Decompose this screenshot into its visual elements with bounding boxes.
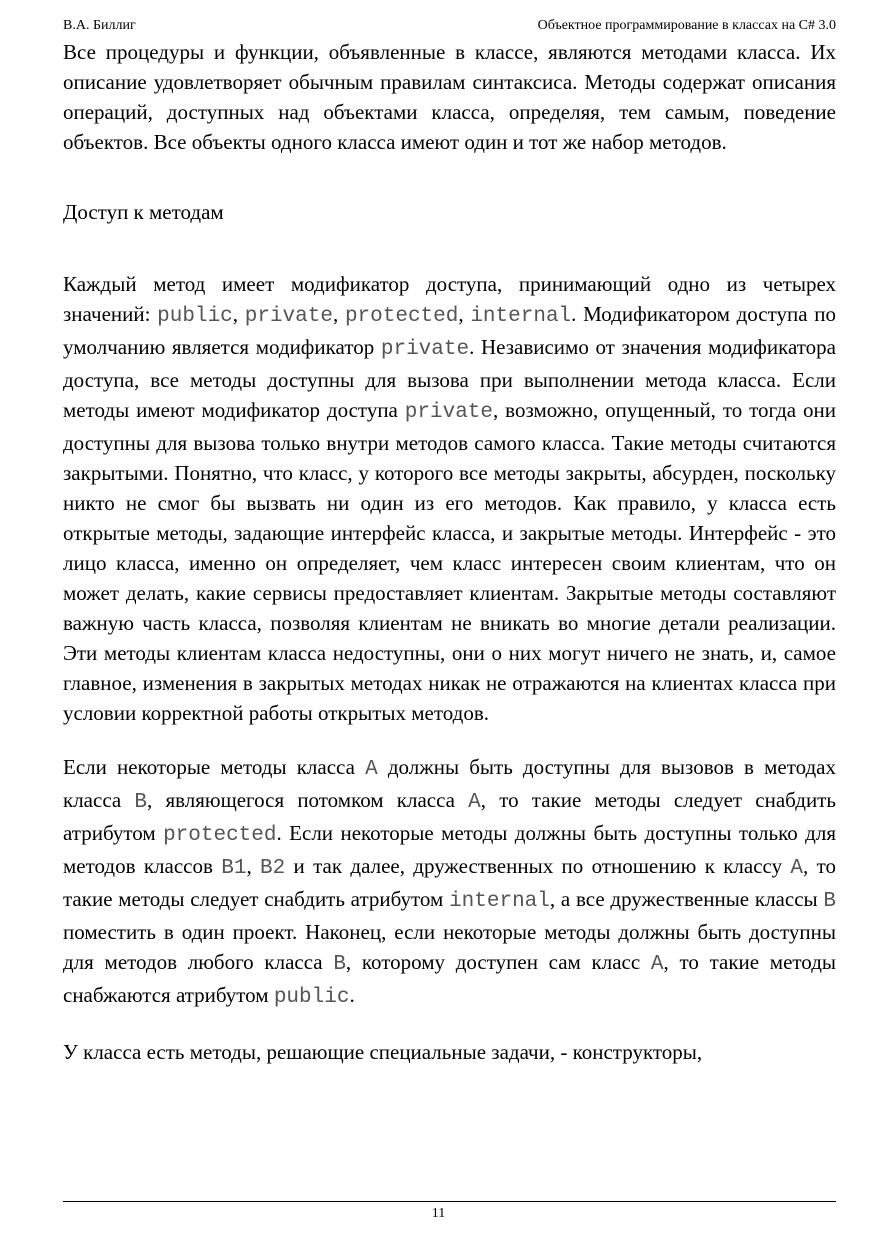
- text-run: ,: [458, 302, 471, 326]
- text-run: . Независимо от значения модификатора доступа, все методы доступны для вызова при выполнении метода класса. Если методы имеют модификатор доступа: [63, 335, 836, 422]
- text-run: поместить в один проект. Наконец, если некоторые методы должны быть доступны для методов любого класса: [63, 920, 836, 974]
- text-run: , возможно, опущенный, то тогда они доступны для вызова только внутри методов самого класса. Такие методы считаются закрытыми. Понятно, что класс, у которого все методы закрыты, абсурден, поскольку никто не смог бы вызвать ни один из его методов. Как правило, у класса есть открытые методы, задающие интерфейс класса, и закрытые методы. Интерфейс - это лицо класса, именно он определяет, чем класс интересен своим клиентам, что он может делать, какие сервисы предоставляет клиентам. Закрытые методы составляют важную часть класса, позволяя клиентам не вникать во многие детали реализации. Эти методы клиентам класса недоступны, они о них могут ничего не знать, и, самое главное, изменения в закрытых методах никак не отражаются на клиентах класса при условии корректной работы открытых методов.: [63, 398, 837, 725]
- text-run: ,: [232, 302, 245, 326]
- text-run: .: [349, 983, 355, 1007]
- text-run: , а все дружественные классы: [549, 887, 824, 911]
- section-heading: Доступ к методам: [63, 200, 224, 224]
- text-run: , то такие методы следует снабдить атрибутом: [63, 854, 837, 911]
- page-number: 11: [431, 1206, 446, 1221]
- code-class-a: A: [365, 758, 378, 781]
- code-public: public: [157, 305, 233, 328]
- text-run: ,: [332, 302, 345, 326]
- text-run: Каждый метод имеет модификатор доступа, принимающий одно из четырех значений:: [63, 272, 836, 326]
- paragraph-constructors: У класса есть методы, решающие специальные задачи, - конструкторы,: [63, 1040, 703, 1064]
- code-class-a: A: [650, 953, 664, 976]
- code-protected: protected: [344, 305, 459, 328]
- text-run: ,: [246, 854, 261, 878]
- text-run: , то такие методы следует снабдить атрибутом: [63, 788, 836, 845]
- paragraph-methods-intro: Все процедуры и функции, объявленные в классе, являются методами класса. Их описание удовлетворяет обычным правилам синтаксиса. Методы содержат описания операций, доступных над объектами класса, определяя, тем самым, поведение объектов. Все объекты одного класса имеют один и тот же набор методов.: [63, 40, 836, 154]
- page-header: [63, 17, 836, 35]
- code-class-a: A: [790, 857, 804, 880]
- paragraph-protected-internal: [63, 752, 836, 1013]
- text-run: и так далее, дружественных по отношению к классу: [285, 854, 791, 878]
- text-run: . Модификатором доступа по умолчанию является модификатор: [63, 302, 837, 359]
- code-class-b1: B1: [221, 857, 247, 880]
- code-class-b: B: [333, 953, 346, 976]
- code-protected: protected: [163, 824, 277, 847]
- text-run: . Если некоторые методы должны быть доступны только для методов классов: [63, 821, 836, 878]
- code-class-a: A: [468, 791, 481, 814]
- header-author: В.А. Биллиг: [63, 18, 136, 33]
- code-class-b: B: [823, 890, 836, 913]
- code-class-b: B: [134, 791, 148, 814]
- code-private: private: [244, 305, 333, 328]
- code-public: public: [273, 986, 350, 1009]
- text-run: Если некоторые методы класса: [63, 755, 366, 779]
- code-private: private: [380, 338, 470, 361]
- code-private: private: [404, 401, 494, 424]
- footer-divider: [63, 1201, 836, 1202]
- code-class-b2: B2: [260, 857, 286, 880]
- paragraph-access-modifiers: [63, 269, 836, 728]
- header-book-title: Объектное программирование в классах на C# 3.0: [537, 18, 836, 33]
- text-run: должны быть доступны для вызовов в методах класса: [63, 755, 836, 812]
- text-run: , то такие методы снабжаются атрибутом: [63, 950, 836, 1007]
- text-run: , являющегося потомком класса: [147, 788, 469, 812]
- text-run: , которому доступен сам класс: [345, 950, 651, 974]
- code-internal: internal: [470, 305, 572, 328]
- code-internal: internal: [449, 890, 550, 913]
- page-content: [63, 37, 836, 1067]
